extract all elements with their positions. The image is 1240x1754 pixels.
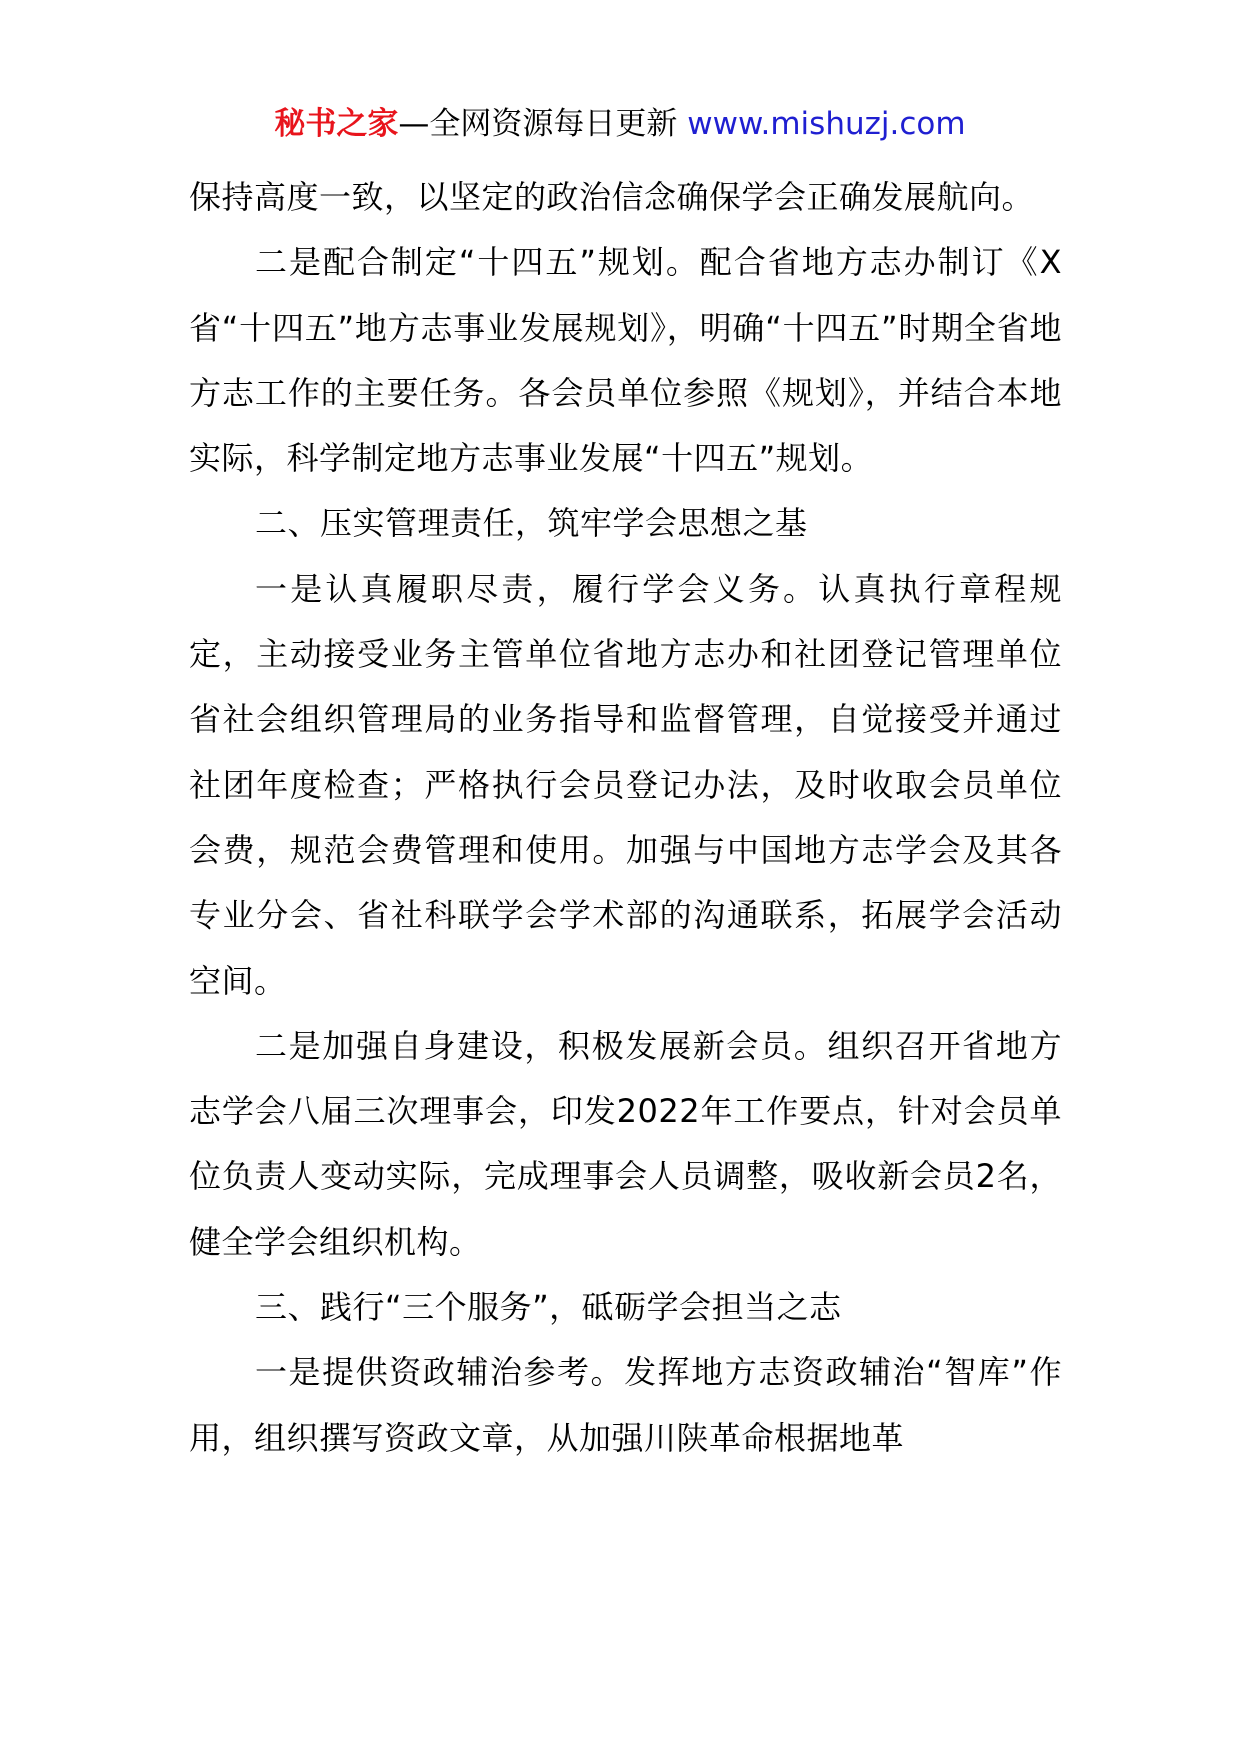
paragraph-duties: 一是认真履职尽责，履行学会义务。认真执行章程规定，主动接受业务主管单位省地方志办和社团登记管理单位省社会组织管理局的业务指导和监督管理，自觉接受并通过社团年度检查；严格执行会员登记办法，及时收取会员单位会费，规范会费管理和使用。加强与中国地方志学会及其各专业分会、省社科联学会学术部的沟通联系，拓展学会活动空间。 xyxy=(189,569,1062,1000)
paragraph-planning: 二是配合制定“十四五”规划。配合省地方志办制订《X省“十四五”地方志事业发展规划》，明确“十四五”时期全省地方志工作的主要任务。各会员单位参照《规划》，并结合本地实际，科学制定地方志事业发展“十四五”规划。 xyxy=(189,243,1062,478)
paragraph-self-building: 二是加强自身建设，积极发展新会员。组织召开省地方志学会八届三次理事会，印发2022年工作要点，针对会员单位负责人变动实际，完成理事会人员调整，吸收新会员2名，健全学会组织机构。 xyxy=(189,1026,1062,1261)
paragraph-continuation: 保持高度一致，以坚定的政治信念确保学会正确发展航向。 xyxy=(189,178,1035,216)
header-url-link[interactable]: www.mishuzj.com xyxy=(687,106,966,142)
page-header xyxy=(0,104,1240,144)
section-heading-services: 三、践行“三个服务”，砥砺学会担当之志 xyxy=(255,1288,842,1327)
header-brand: 秘书之家 xyxy=(274,106,399,142)
document-body xyxy=(189,165,1062,1471)
section-heading-management: 二、压实管理责任，筑牢学会思想之基 xyxy=(255,504,808,543)
header-tagline: —全网资源每日更新 xyxy=(398,106,688,142)
paragraph-advisory: 一是提供资政辅治参考。发挥地方志资政辅治“智库”作用，组织撰写资政文章，从加强川陕革命根据地革 xyxy=(189,1353,1062,1457)
